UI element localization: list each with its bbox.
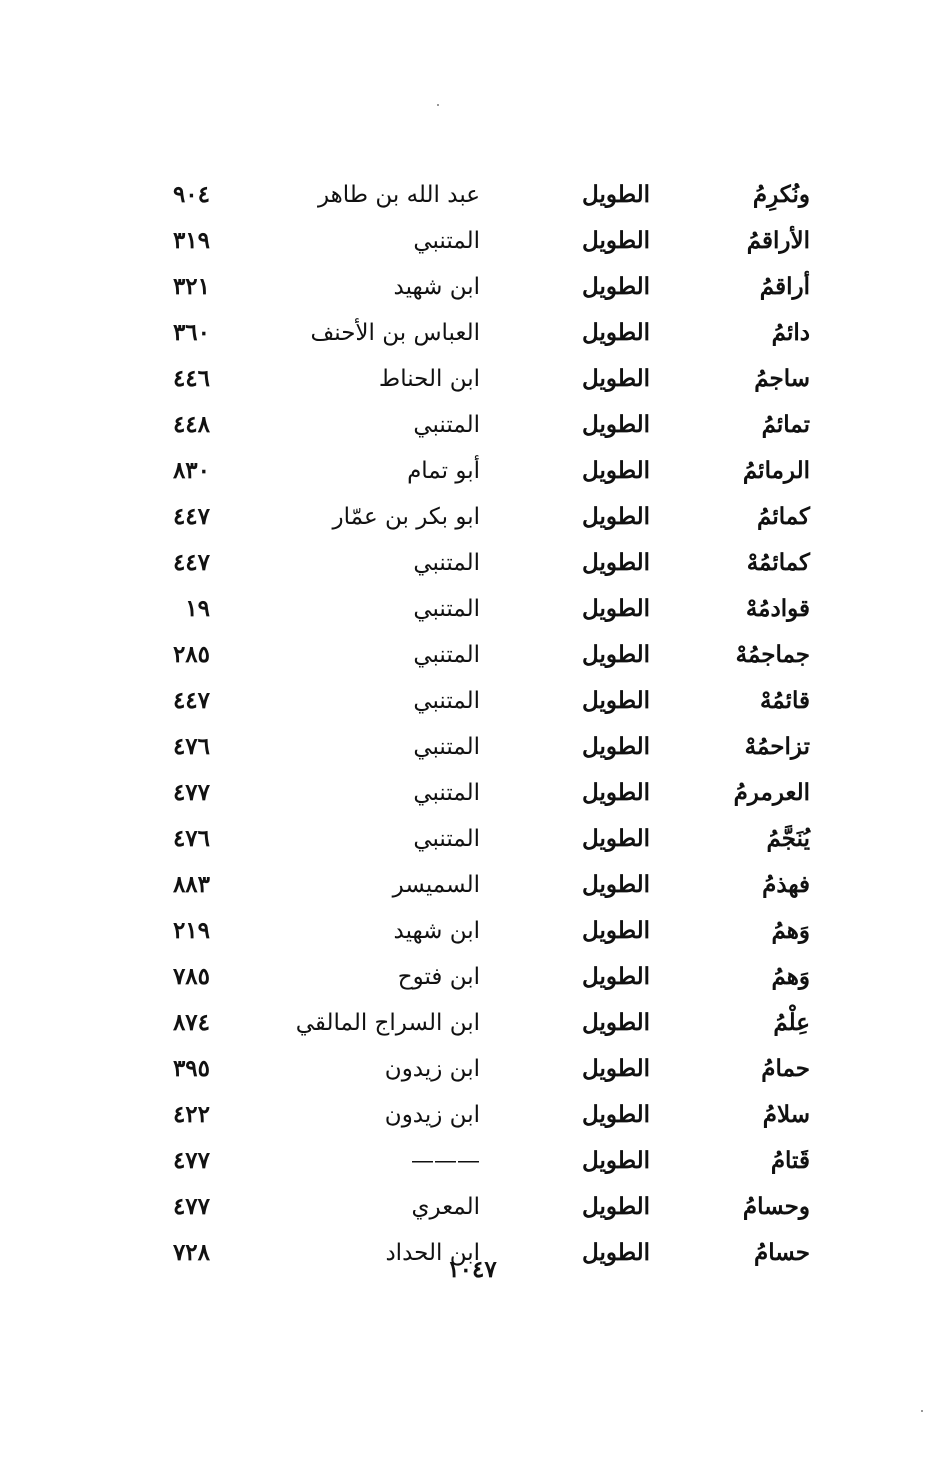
page-ref: ٤٢٢ (172, 1101, 210, 1128)
table-row (150, 588, 810, 634)
poet-name: العباس بن الأحنف (310, 320, 480, 346)
page-ref: ٤٤٧ (172, 503, 210, 530)
rhyme-word: يُنَجَّمُ (766, 825, 810, 852)
rhyme-word: دائمُ (771, 319, 810, 346)
poet-name: ابن زيدون (384, 1056, 480, 1082)
rhyme-word: الرمائمُ (742, 457, 810, 484)
rhyme-word: العرمرمُ (733, 779, 810, 806)
table-row (150, 910, 810, 956)
rhyme-word: قوادمُهْ (745, 595, 810, 622)
meter-name: الطويل (582, 779, 650, 806)
page-ref: ٨٧٤ (172, 1009, 210, 1036)
page-ref: ٩٠٤ (172, 181, 210, 208)
meter-name: الطويل (582, 1009, 650, 1036)
meter-name: الطويل (582, 181, 650, 208)
page-ref: ٣٩٥ (172, 1055, 210, 1082)
table-row (150, 818, 810, 864)
page-ref: ٤٧٧ (172, 1147, 210, 1174)
poet-name: المتنبي (413, 228, 480, 254)
meter-name: الطويل (582, 365, 650, 392)
page-ref: ٧٢٨ (172, 1239, 210, 1266)
meter-name: الطويل (582, 1239, 650, 1266)
table-row (150, 312, 810, 358)
table-row (150, 1002, 810, 1048)
page-ref: ١٩ (185, 595, 210, 622)
meter-name: الطويل (582, 825, 650, 852)
meter-name: الطويل (582, 457, 650, 484)
table-row (150, 634, 810, 680)
rhyme-word: سلامُ (762, 1101, 810, 1128)
poet-name: ابن الحداد (385, 1240, 480, 1266)
rhyme-word: كمائمُ (757, 503, 810, 530)
poet-name: المتنبي (413, 596, 480, 622)
poet-name: المتنبي (413, 688, 480, 714)
page-ref: ٤٧٦ (172, 733, 210, 760)
poet-name: ابن فتوح (397, 964, 480, 990)
table-row (150, 174, 810, 220)
table-row (150, 1094, 810, 1140)
rhyme-word: ونُكرِمُ (752, 181, 810, 208)
poet-name: ابن شهيد (393, 918, 480, 944)
poet-name: ——— (411, 1148, 480, 1174)
poet-name: عبد الله بن طاهر (317, 182, 480, 208)
rhyme-word: وَهمُ (771, 917, 810, 944)
page-ref: ٤٤٦ (172, 365, 210, 392)
table-row (150, 450, 810, 496)
meter-name: الطويل (582, 1147, 650, 1174)
rhyme-word: تزاحمُهْ (744, 733, 810, 760)
rhyme-word: تمائمُ (761, 411, 810, 438)
meter-name: الطويل (582, 733, 650, 760)
poet-name: المتنبي (413, 780, 480, 806)
page-ref: ٨٣٠ (172, 457, 210, 484)
scan-speck (437, 104, 439, 106)
meter-name: الطويل (582, 1055, 650, 1082)
page-ref: ٣٢١ (172, 273, 210, 300)
meter-name: الطويل (582, 1193, 650, 1220)
meter-name: الطويل (582, 641, 650, 668)
rhyme-index-table (150, 174, 810, 1278)
poet-name: أبو تمام (407, 458, 480, 484)
page-ref: ٤٧٧ (172, 1193, 210, 1220)
table-row (150, 726, 810, 772)
table-row (150, 864, 810, 910)
poet-name: المتنبي (413, 826, 480, 852)
poet-name: المتنبي (413, 412, 480, 438)
meter-name: الطويل (582, 227, 650, 254)
rhyme-word: قَتامُ (770, 1147, 810, 1174)
poet-name: المعري (411, 1194, 480, 1220)
page-ref: ٤٤٧ (172, 549, 210, 576)
page-ref: ٢٨٥ (172, 641, 210, 668)
meter-name: الطويل (582, 319, 650, 346)
meter-name: الطويل (582, 871, 650, 898)
page-ref: ٣٦٠ (172, 319, 210, 346)
rhyme-word: أراقمُ (759, 273, 810, 300)
poet-name: ابن زيدون (384, 1102, 480, 1128)
table-row (150, 1140, 810, 1186)
page-ref: ٣١٩ (172, 227, 210, 254)
rhyme-word: حسامُ (754, 1239, 810, 1266)
table-row (150, 358, 810, 404)
poet-name: المتنبي (413, 642, 480, 668)
rhyme-word: ساجمُ (754, 365, 810, 392)
page-ref: ٤٤٨ (172, 411, 210, 438)
table-row (150, 680, 810, 726)
meter-name: الطويل (582, 963, 650, 990)
table-row (150, 1186, 810, 1232)
page-ref: ٢١٩ (172, 917, 210, 944)
table-row (150, 772, 810, 818)
page-ref: ٤٧٦ (172, 825, 210, 852)
page-ref: ٤٧٧ (172, 779, 210, 806)
meter-name: الطويل (582, 273, 650, 300)
poet-name: ابن شهيد (393, 274, 480, 300)
poet-name: ابو بكر بن عمّار (332, 504, 480, 530)
rhyme-word: وَهمُ (771, 963, 810, 990)
table-row (150, 496, 810, 542)
poet-name: السميسر (392, 872, 480, 898)
rhyme-word: جماجمُهْ (735, 641, 810, 668)
meter-name: الطويل (582, 917, 650, 944)
scan-speck (921, 1410, 923, 1412)
table-row (150, 404, 810, 450)
meter-name: الطويل (582, 411, 650, 438)
poet-name: المتنبي (413, 550, 480, 576)
page-number: ١٠٤٧ (447, 1256, 497, 1283)
page-ref: ٨٨٣ (172, 871, 210, 898)
table-row (150, 1048, 810, 1094)
poet-name: المتنبي (413, 734, 480, 760)
rhyme-word: كمائمُهْ (746, 549, 810, 576)
table-row (150, 956, 810, 1002)
page-ref: ٤٤٧ (172, 687, 210, 714)
poet-name: ابن السراج المالقي (295, 1010, 480, 1036)
rhyme-word: فهذمُ (762, 871, 810, 898)
poet-name: ابن الحناط (378, 366, 480, 392)
meter-name: الطويل (582, 503, 650, 530)
rhyme-word: الأراقمُ (746, 227, 810, 254)
rhyme-word: وحسامُ (742, 1193, 810, 1220)
meter-name: الطويل (582, 595, 650, 622)
rhyme-word: حمامُ (761, 1055, 810, 1082)
meter-name: الطويل (582, 687, 650, 714)
rhyme-word: عِلْمُ (773, 1009, 810, 1036)
table-row (150, 266, 810, 312)
rhyme-word: قائمُهْ (759, 687, 810, 714)
table-row (150, 542, 810, 588)
meter-name: الطويل (582, 1101, 650, 1128)
table-row (150, 220, 810, 266)
page-ref: ٧٨٥ (172, 963, 210, 990)
meter-name: الطويل (582, 549, 650, 576)
